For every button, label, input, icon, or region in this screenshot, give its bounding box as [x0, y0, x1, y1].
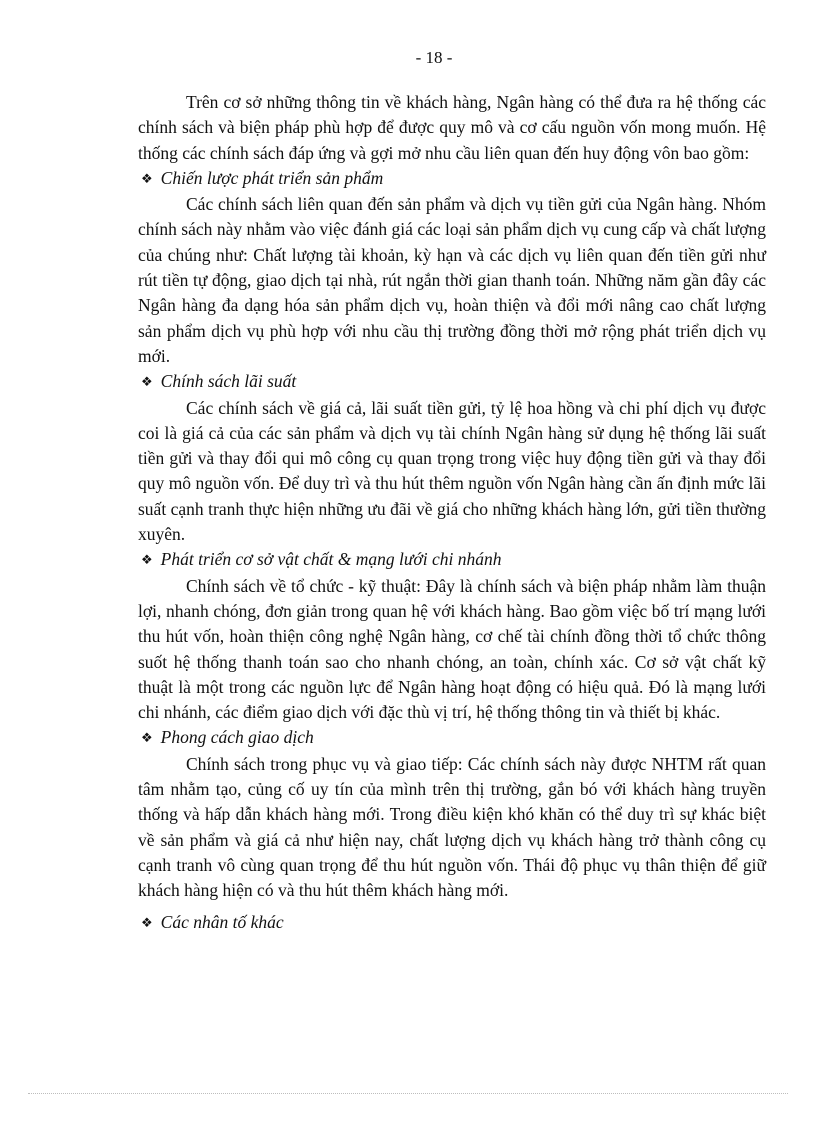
- diamond-bullet-icon: ❖: [141, 552, 153, 568]
- document-body: [138, 90, 766, 936]
- section-heading-label: Chính sách lãi suất: [160, 371, 297, 392]
- diamond-bullet-icon: ❖: [141, 374, 153, 390]
- footer-divider: [28, 1093, 788, 1094]
- infrastructure-paragraph: Chính sách về tổ chức - kỹ thuật: Đây là chính sách và biện pháp nhằm làm thuận lợi, nhanh chóng, đơn giản trong quan hệ với khách hàng. Bao gồm việc bố trí mạng lưới thu hút vốn, hoàn thiện công nghệ Ngân hàng, cơ chế tài chính đồng thời tổ chức thông suốt hệ thống thanh toán sao cho nhanh chóng, an toàn, chính xác. Cơ sở vật chất kỹ thuật là một trong các nguồn lực để Ngân hàng hoạt động có hiệu quả. Đó là mạng lưới chi nhánh, các điểm giao dịch với đặc thù vị trí, hệ thống thông tin và thiết bị khác.: [138, 575, 766, 723]
- section-heading-label: Chiến lược phát triển sản phẩm: [160, 167, 384, 188]
- diamond-bullet-icon: ❖: [141, 914, 153, 930]
- section-heading-interest-policy: [138, 369, 766, 395]
- section-heading-label: Phát triển cơ sở vật chất & mạng lưới chi nhánh: [160, 549, 502, 570]
- section-heading-label: Các nhân tố khác: [160, 911, 284, 932]
- section-heading-product-strategy: [138, 166, 766, 192]
- section-heading-service-style: [138, 725, 766, 751]
- section-heading-infrastructure: [138, 547, 766, 573]
- intro-paragraph: Trên cơ sở những thông tin về khách hàng, Ngân hàng có thể đưa ra hệ thống các chính sách và biện pháp phù hợp để được quy mô và cơ cấu nguồn vốn mong muốn. Hệ thống các chính sách đáp ứng và gợi mở nhu cầu liên quan đến huy động vôn bao gồm:: [138, 92, 766, 163]
- section-heading-label: Phong cách giao dịch: [160, 727, 314, 748]
- interest-policy-paragraph: Các chính sách về giá cả, lãi suất tiền gửi, tỷ lệ hoa hồng và chi phí dịch vụ được coi là giá cả của các sản phẩm và dịch vụ tài chính Ngân hàng sử dụng hệ thống lãi suất tiền gửi và thay đổi qui mô công cụ quan trọng trong việc huy động tiền gửi và thay đổi quy mô nguồn vốn. Để duy trì và thu hút thêm nguồn vốn Ngân hàng cần ấn định mức lãi suất cạnh tranh thực hiện những ưu đãi về giá cho những khách hàng lớn, gửi tiền thường xuyên.: [138, 397, 766, 545]
- page-number: - 18 -: [415, 48, 453, 67]
- diamond-bullet-icon: ❖: [141, 730, 153, 746]
- section-heading-other-factors: [138, 910, 766, 936]
- product-strategy-paragraph: Các chính sách liên quan đến sản phẩm và dịch vụ tiền gửi của Ngân hàng. Nhóm chính sách này nhằm vào việc đánh giá các loại sản phẩm dịch vụ cung cấp và chất lượng của chúng như: Chất lượng tài khoản, kỳ hạn và các dịch vụ liên quan đến tiền gửi như rút tiền tự động, giao dịch tại nhà, rút ngắn thời gian thanh toán. Những năm gần đây các Ngân hàng đa dạng hóa sản phẩm dịch vụ, hoàn thiện và đổi mới nâng cao chất lượng sản phẩm dịch vụ phù hợp với nhu cầu thị trường đồng thời mở rộng phát triển dịch vụ mới.: [138, 194, 766, 366]
- diamond-bullet-icon: ❖: [141, 170, 153, 186]
- service-style-paragraph: Chính sách trong phục vụ và giao tiếp: Các chính sách này được NHTM rất quan tâm nhằm tạo, củng cố uy tín của mình trên thị trường, gắn bó với khách hàng truyền thống và hấp dẫn khách hàng mới. Trong điều kiện khó khăn có thể duy trì sự khác biệt về sản phẩm và giá cả như hiện nay, chất lượng dịch vụ khách hàng trở thành công cụ cạnh tranh vô cùng quan trọng để thu hút nguồn vốn. Thái độ phục vụ thân thiện để giữ khách hàng hiện có và thu hút thêm khách hàng mới.: [138, 753, 766, 901]
